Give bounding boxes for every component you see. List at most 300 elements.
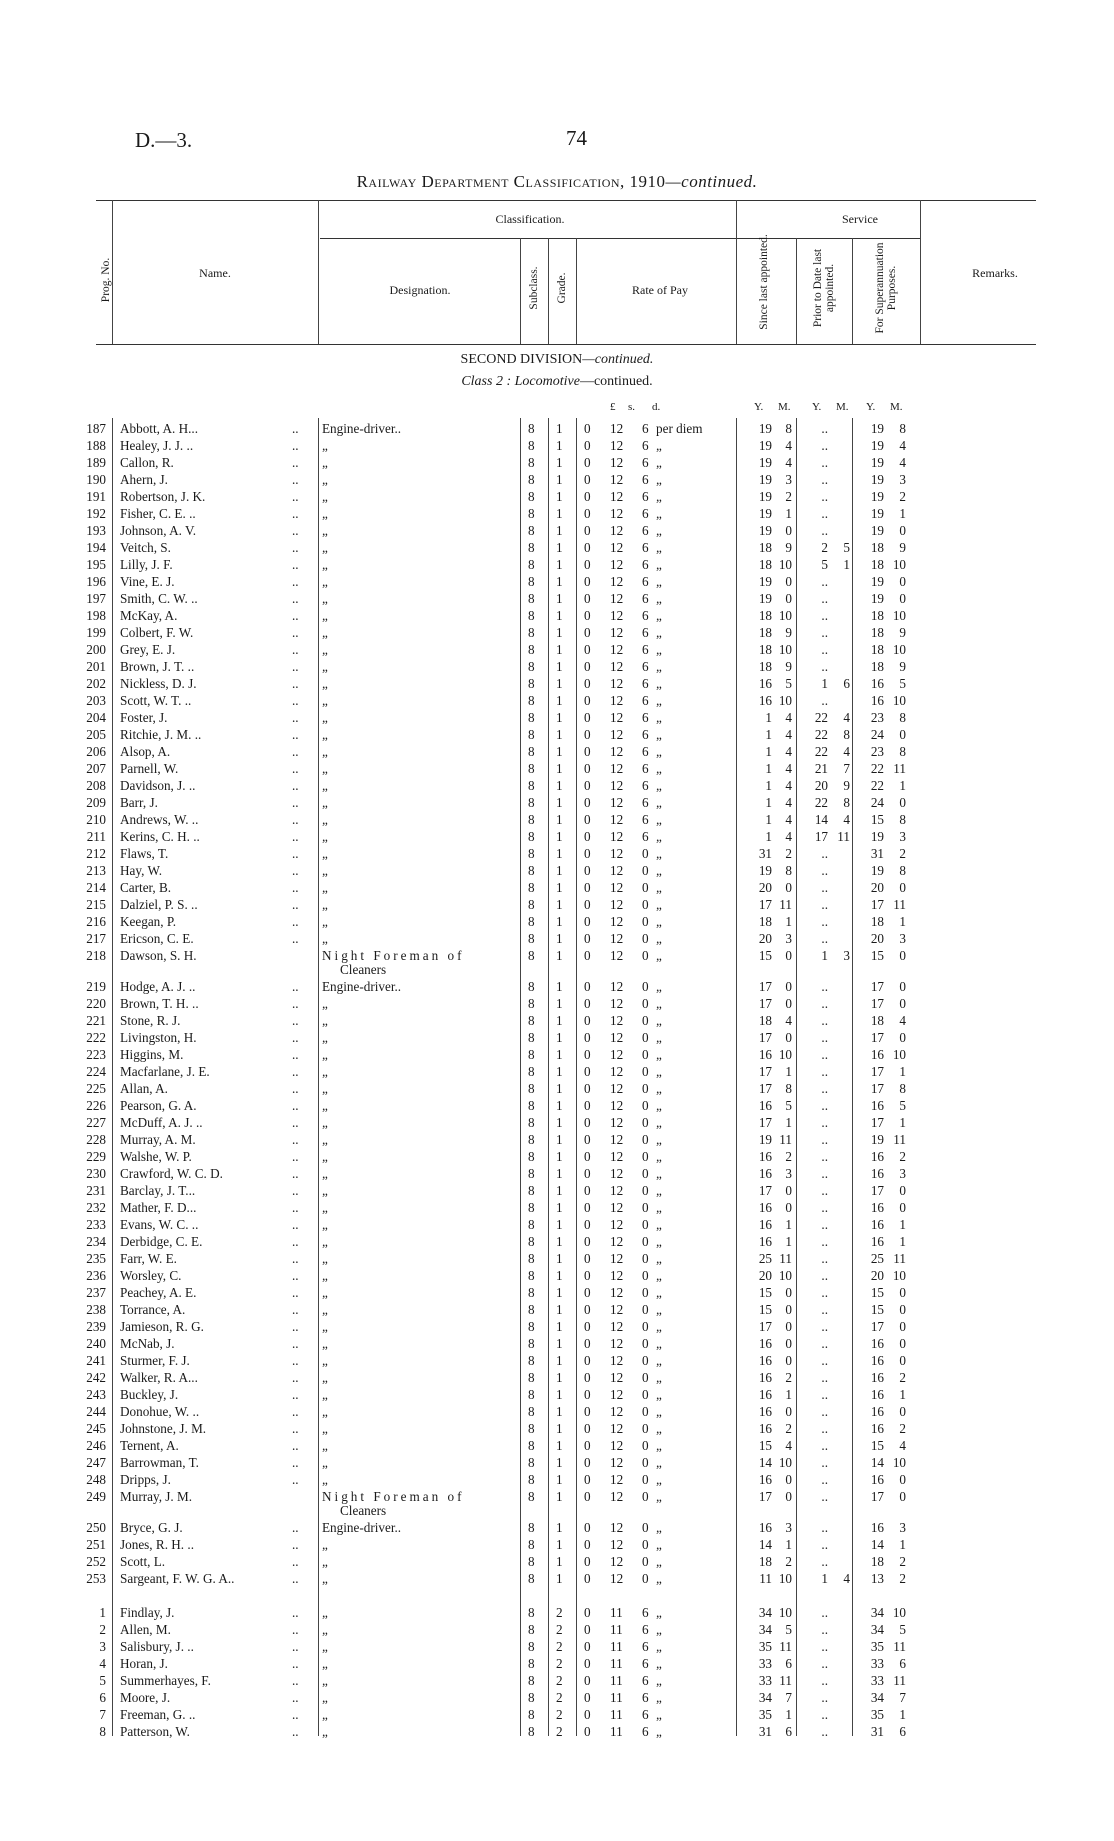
pay-period: „ (656, 1149, 662, 1164)
subclass: 8 (528, 557, 535, 572)
pay-shillings: 12 (610, 1336, 624, 1351)
prog-number: 229 (86, 1149, 106, 1164)
designation: „ (322, 897, 328, 912)
pay-shillings: 12 (610, 591, 624, 606)
designation: „ (322, 727, 328, 742)
staff-name: Callon, R. (120, 455, 174, 470)
prog-number: 214 (86, 880, 106, 895)
staff-name: Barr, J. (120, 795, 158, 810)
pay-period: „ (656, 472, 662, 487)
since-months: 1 (785, 1217, 792, 1232)
staff-name: Allan, A. (120, 1081, 168, 1096)
prior-years: .. (821, 506, 828, 521)
subclass: 8 (528, 829, 535, 844)
prog-number: 220 (86, 996, 106, 1011)
super-months: 0 (899, 880, 906, 895)
staff-name: Healey, J. J. .. (120, 438, 194, 453)
subclass: 8 (528, 1302, 535, 1317)
super-months: 8 (899, 812, 906, 827)
prog-number: 234 (86, 1234, 106, 1249)
prior-years: .. (821, 914, 828, 929)
prog-number: 247 (86, 1455, 106, 1470)
since-years: 34 (758, 1690, 772, 1705)
since-months: 5 (785, 1622, 792, 1637)
pay-pence: 0 (642, 1047, 649, 1062)
designation: „ (322, 574, 328, 589)
pay-pounds: 0 (584, 1690, 591, 1705)
subclass: 8 (528, 608, 535, 623)
prior-years: 22 (814, 744, 828, 759)
designation: „ (322, 1421, 328, 1436)
since-years: 18 (758, 1554, 772, 1569)
prior-years: .. (821, 1336, 828, 1351)
super-years: 17 (870, 1030, 884, 1045)
leader-dots: .. (292, 863, 299, 878)
pay-period: „ (656, 1690, 662, 1705)
grade: 1 (556, 1319, 563, 1334)
grade: 1 (556, 455, 563, 470)
pay-pounds: 0 (584, 1081, 591, 1096)
since-years: 16 (758, 1047, 772, 1062)
designation: „ (322, 1571, 328, 1586)
since-years: 16 (758, 1387, 772, 1402)
since-years: 33 (758, 1673, 772, 1688)
subclass: 8 (528, 1690, 535, 1705)
since-months: 6 (785, 1656, 792, 1671)
header-col-divider (920, 200, 921, 344)
subclass: 8 (528, 1489, 535, 1504)
subclass: 8 (528, 574, 535, 589)
since-years: 15 (758, 948, 772, 963)
staff-name: Veitch, S. (120, 540, 171, 555)
prior-years: .. (821, 1673, 828, 1688)
pay-shillings: 12 (610, 1489, 624, 1504)
subclass: 8 (528, 1622, 535, 1637)
prior-years: 14 (814, 812, 828, 827)
grade: 2 (556, 1690, 563, 1705)
prior-years: .. (821, 1455, 828, 1470)
super-years: 20 (870, 931, 884, 946)
pay-pence: 6 (642, 795, 649, 810)
since-years: 14 (758, 1455, 772, 1470)
since-years: 20 (758, 931, 772, 946)
subclass: 8 (528, 693, 535, 708)
prog-number: 211 (86, 829, 106, 844)
pay-pence: 0 (642, 1554, 649, 1569)
pay-pence: 6 (642, 693, 649, 708)
since-months: 3 (785, 1166, 792, 1181)
super-months: 1 (899, 1234, 906, 1249)
prog-number: 226 (86, 1098, 106, 1113)
pay-pence: 6 (642, 523, 649, 538)
super-years: 15 (870, 1438, 884, 1453)
col-header-remarks: Remarks. (972, 266, 1018, 280)
prior-years: .. (821, 625, 828, 640)
pay-pence: 0 (642, 1149, 649, 1164)
unit-years: Y. (754, 401, 764, 413)
prior-months: 11 (837, 829, 850, 844)
designation: „ (322, 455, 328, 470)
since-years: 17 (758, 996, 772, 1011)
staff-name: McDuff, A. J. .. (120, 1115, 203, 1130)
table-row (0, 1454, 1114, 1471)
prog-number: 216 (86, 914, 106, 929)
col-header-rate-of-pay: Rate of Pay (632, 283, 688, 297)
prior-years: 5 (821, 557, 828, 572)
subclass: 8 (528, 1438, 535, 1453)
pay-pence: 6 (642, 778, 649, 793)
grade: 1 (556, 761, 563, 776)
staff-name: Buckley, J. (120, 1387, 179, 1402)
pay-shillings: 12 (610, 931, 624, 946)
subclass: 8 (528, 676, 535, 691)
pay-shillings: 12 (610, 880, 624, 895)
staff-name: Johnson, A. V. (120, 523, 197, 538)
prog-number: 224 (86, 1064, 106, 1079)
pay-shillings: 12 (610, 1438, 624, 1453)
leader-dots: .. (292, 761, 299, 776)
prior-years: .. (821, 1387, 828, 1402)
staff-name: Horan, J. (120, 1656, 168, 1671)
prior-years: .. (821, 1200, 828, 1215)
super-years: 19 (870, 472, 884, 487)
super-years: 18 (870, 1554, 884, 1569)
pay-pence: 0 (642, 979, 649, 994)
grade: 1 (556, 996, 563, 1011)
table-row (0, 1114, 1114, 1131)
super-years: 18 (870, 540, 884, 555)
leader-dots: .. (292, 489, 299, 504)
super-years: 14 (870, 1455, 884, 1470)
pay-period: „ (656, 1183, 662, 1198)
staff-name: Walker, R. A... (120, 1370, 198, 1385)
staff-name: Stone, R. J. (120, 1013, 181, 1028)
designation: „ (322, 693, 328, 708)
grade: 1 (556, 506, 563, 521)
super-months: 0 (899, 795, 906, 810)
super-years: 20 (870, 1268, 884, 1283)
prior-years: .. (821, 846, 828, 861)
pay-pounds: 0 (584, 693, 591, 708)
prior-years: .. (821, 1472, 828, 1487)
table-row (0, 1689, 1114, 1706)
pay-pence: 6 (642, 744, 649, 759)
since-months: 10 (778, 1605, 792, 1620)
super-months: 11 (893, 897, 906, 912)
table-row (0, 556, 1114, 573)
subclass: 8 (528, 1081, 535, 1096)
pay-shillings: 12 (610, 829, 624, 844)
super-years: 17 (870, 1183, 884, 1198)
since-months: 2 (785, 1554, 792, 1569)
super-months: 5 (899, 676, 906, 691)
table-row (0, 1386, 1114, 1403)
pay-pounds: 0 (584, 1673, 591, 1688)
staff-name: Barrowman, T. (120, 1455, 199, 1470)
pay-pence: 6 (642, 455, 649, 470)
super-years: 19 (870, 455, 884, 470)
pay-pounds: 0 (584, 557, 591, 572)
staff-name: Barclay, J. T... (120, 1183, 196, 1198)
header-bottom-rule (96, 344, 1036, 345)
leader-dots: .. (292, 1605, 299, 1620)
prog-number: 246 (86, 1438, 106, 1453)
pay-period: „ (656, 897, 662, 912)
since-years: 1 (765, 710, 772, 725)
prior-years: .. (821, 863, 828, 878)
grade: 1 (556, 710, 563, 725)
pay-pence: 0 (642, 1520, 649, 1535)
pay-shillings: 12 (610, 1404, 624, 1419)
super-years: 16 (870, 1387, 884, 1402)
pay-period: „ (656, 1472, 662, 1487)
pay-shillings: 12 (610, 1268, 624, 1283)
table-row (0, 995, 1114, 1012)
subclass: 8 (528, 472, 535, 487)
prior-years: .. (821, 1013, 828, 1028)
pay-shillings: 11 (610, 1656, 623, 1671)
designation: „ (322, 1455, 328, 1470)
prior-years: .. (821, 1217, 828, 1232)
pay-period: „ (656, 1132, 662, 1147)
leader-dots: .. (292, 1537, 299, 1552)
leader-dots: .. (292, 846, 299, 861)
super-months: 0 (899, 1353, 906, 1368)
grade: 1 (556, 1455, 563, 1470)
pay-pence: 6 (642, 608, 649, 623)
prog-number: 219 (86, 979, 106, 994)
pay-period: „ (656, 1013, 662, 1028)
pay-pence: 0 (642, 1455, 649, 1470)
super-months: 2 (899, 846, 906, 861)
pay-period: „ (656, 1302, 662, 1317)
subclass: 8 (528, 659, 535, 674)
subclass: 8 (528, 591, 535, 606)
designation: „ (322, 676, 328, 691)
prior-years: .. (821, 1319, 828, 1334)
subclass: 8 (528, 523, 535, 538)
pay-period: „ (656, 931, 662, 946)
table-row (0, 1029, 1114, 1046)
grade: 1 (556, 591, 563, 606)
grade: 1 (556, 1166, 563, 1181)
leader-dots: .. (292, 1571, 299, 1586)
staff-name: Torrance, A. (120, 1302, 186, 1317)
since-months: 4 (785, 812, 792, 827)
super-months: 10 (892, 557, 906, 572)
super-years: 24 (870, 795, 884, 810)
grade: 1 (556, 642, 563, 657)
super-months: 0 (899, 574, 906, 589)
since-years: 17 (758, 1319, 772, 1334)
grade: 1 (556, 778, 563, 793)
table-row (0, 1165, 1114, 1182)
designation: „ (322, 1166, 328, 1181)
prior-years: .. (821, 472, 828, 487)
since-years: 34 (758, 1622, 772, 1637)
subclass: 8 (528, 1455, 535, 1470)
pay-shillings: 12 (610, 625, 624, 640)
since-months: 11 (779, 1673, 792, 1688)
leader-dots: .. (292, 778, 299, 793)
super-years: 19 (870, 591, 884, 606)
super-years: 19 (870, 574, 884, 589)
super-years: 19 (870, 1132, 884, 1147)
pay-period: „ (656, 591, 662, 606)
super-years: 19 (870, 421, 884, 436)
pay-pounds: 0 (584, 795, 591, 810)
super-months: 1 (899, 1707, 906, 1722)
table-row (0, 624, 1114, 641)
table-row (0, 1012, 1114, 1029)
since-years: 16 (758, 676, 772, 691)
prior-years: .. (821, 897, 828, 912)
pay-pounds: 0 (584, 1319, 591, 1334)
prior-years: .. (821, 523, 828, 538)
subclass: 8 (528, 1217, 535, 1232)
leader-dots: .. (292, 1520, 299, 1535)
unit-shillings: s. (628, 401, 636, 413)
pay-shillings: 12 (610, 1217, 624, 1232)
since-months: 0 (785, 1404, 792, 1419)
since-years: 11 (759, 1571, 772, 1586)
pay-period: „ (656, 1421, 662, 1436)
super-months: 11 (893, 761, 906, 776)
pay-shillings: 12 (610, 523, 624, 538)
super-years: 15 (870, 1285, 884, 1300)
prog-number: 242 (86, 1370, 106, 1385)
pay-shillings: 12 (610, 1064, 624, 1079)
pay-period: „ (656, 863, 662, 878)
designation: „ (322, 625, 328, 640)
pay-pounds: 0 (584, 591, 591, 606)
staff-name: Dripps, J. (120, 1472, 171, 1487)
prog-number: 251 (86, 1537, 106, 1552)
designation: „ (322, 829, 328, 844)
pay-shillings: 12 (610, 421, 624, 436)
pay-pounds: 0 (584, 897, 591, 912)
super-months: 3 (899, 472, 906, 487)
super-months: 2 (899, 489, 906, 504)
prior-years: .. (821, 659, 828, 674)
staff-name: Freeman, G. .. (120, 1707, 196, 1722)
prior-years: .. (821, 1285, 828, 1300)
pay-period: „ (656, 914, 662, 929)
prior-years: .. (821, 996, 828, 1011)
super-years: 23 (870, 744, 884, 759)
prog-number: 187 (86, 421, 106, 436)
subclass: 8 (528, 880, 535, 895)
super-years: 19 (870, 829, 884, 844)
pay-period: „ (656, 574, 662, 589)
prior-years: .. (821, 979, 828, 994)
designation: „ (322, 1268, 328, 1283)
pay-shillings: 12 (610, 557, 624, 572)
since-years: 16 (758, 1234, 772, 1249)
table-row (0, 1301, 1114, 1318)
prog-number: 235 (86, 1251, 106, 1266)
prior-years: .. (821, 421, 828, 436)
pay-shillings: 12 (610, 846, 624, 861)
table-row (0, 692, 1114, 709)
since-years: 17 (758, 1183, 772, 1198)
prog-number: 231 (86, 1183, 106, 1198)
pay-pounds: 0 (584, 1387, 591, 1402)
super-years: 18 (870, 1013, 884, 1028)
since-months: 0 (785, 979, 792, 994)
super-years: 22 (870, 778, 884, 793)
designation: „ (322, 863, 328, 878)
prior-years: .. (821, 1234, 828, 1249)
super-years: 16 (870, 1336, 884, 1351)
pay-pence: 0 (642, 1438, 649, 1453)
since-years: 19 (758, 1132, 772, 1147)
pay-shillings: 11 (610, 1605, 623, 1620)
prior-months: 7 (843, 761, 850, 776)
prog-number: 218 (86, 948, 106, 963)
super-years: 33 (870, 1656, 884, 1671)
pay-pence: 0 (642, 1081, 649, 1096)
pay-shillings: 12 (610, 1472, 624, 1487)
super-months: 10 (892, 642, 906, 657)
pay-period: „ (656, 438, 662, 453)
subclass: 8 (528, 795, 535, 810)
grade: 1 (556, 421, 563, 436)
pay-period: „ (656, 1673, 662, 1688)
grade: 1 (556, 1200, 563, 1215)
designation: „ (322, 1438, 328, 1453)
since-months: 1 (785, 1707, 792, 1722)
prior-years: .. (821, 455, 828, 470)
grade: 1 (556, 608, 563, 623)
designation: „ (322, 1605, 328, 1620)
designation: „ (322, 506, 328, 521)
header-col-divider (852, 238, 853, 344)
grade: 1 (556, 1098, 563, 1113)
subclass: 8 (528, 1537, 535, 1552)
pay-pence: 6 (642, 1673, 649, 1688)
grade: 1 (556, 1404, 563, 1419)
designation: „ (322, 1251, 328, 1266)
pay-pounds: 0 (584, 1724, 591, 1739)
prog-number: 200 (86, 642, 106, 657)
table-row (0, 777, 1114, 794)
grade: 2 (556, 1639, 563, 1654)
grade: 1 (556, 523, 563, 538)
pay-pounds: 0 (584, 1047, 591, 1062)
pay-pounds: 0 (584, 608, 591, 623)
since-years: 18 (758, 557, 772, 572)
prior-years: .. (821, 1132, 828, 1147)
table-row (0, 1604, 1114, 1621)
pay-pence: 0 (642, 1115, 649, 1130)
super-years: 23 (870, 710, 884, 725)
designation: „ (322, 778, 328, 793)
super-months: 3 (899, 931, 906, 946)
designation: „ (322, 1353, 328, 1368)
since-months: 0 (785, 1302, 792, 1317)
super-months: 3 (899, 1166, 906, 1181)
since-years: 18 (758, 608, 772, 623)
leader-dots: .. (292, 1656, 299, 1671)
prog-number: 198 (86, 608, 106, 623)
designation: „ (322, 931, 328, 946)
grade: 1 (556, 897, 563, 912)
table-row (0, 1519, 1114, 1536)
staff-name: Farr, W. E. (120, 1251, 177, 1266)
since-months: 3 (785, 1520, 792, 1535)
unit-years: Y. (812, 401, 822, 413)
